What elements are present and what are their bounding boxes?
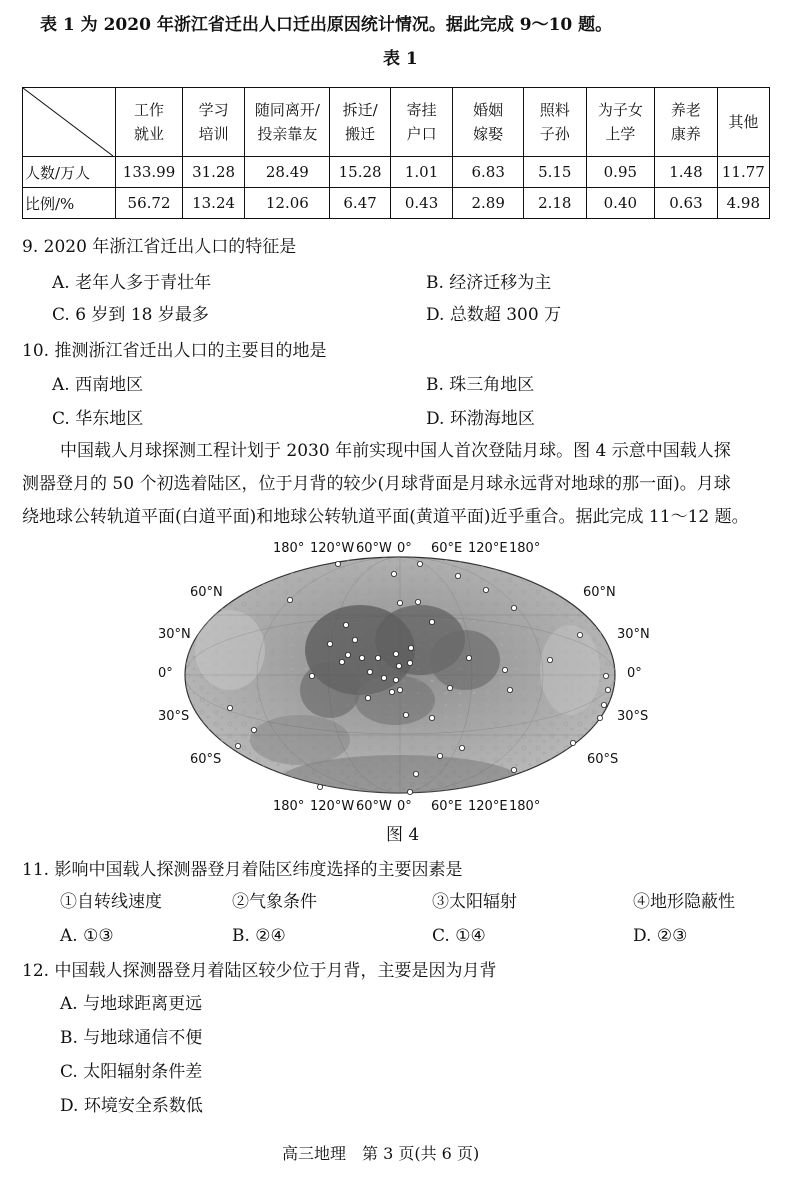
q11-option-d: D. ②③ [633,926,688,946]
q11-stem: 11. 影响中国载人探测器登月着陆区纬度选择的主要因素是 [22,860,463,880]
q12-option-d: D. 环境安全系数低 [60,1096,203,1116]
table-intro: 表 1 为 2020 年浙江省迁出人口迁出原因统计情况。据此完成 9～10 题。 [40,15,613,35]
q10-option-a: A. 西南地区 [52,375,144,395]
table-header-row [23,88,770,157]
q11-factor-2: ②气象条件 [232,892,317,912]
header-cell: 工作 就业 [116,88,183,157]
table-cell: 0.95 [586,157,655,188]
svg-text:120°W: 120°W [310,799,355,814]
q11-factor-3: ③太阳辐射 [432,892,517,912]
table-cell: 0.43 [390,188,453,219]
lat-label-right-0: 0° [627,666,642,681]
header-cell: 寄挂 户口 [390,88,453,157]
header-cell: 养老 康养 [655,88,718,157]
lat-label-right-60s: 60°S [587,752,619,767]
header-cell: 其他 [717,88,769,157]
table-cell: 4.98 [717,188,769,219]
row-label: 人数/万人 [23,157,116,188]
q12-stem: 12. 中国载人探测器登月着陆区较少位于月背，主要是因为月背 [22,961,497,981]
table-cell: 11.77 [717,157,769,188]
table-cell: 2.89 [453,188,524,219]
q10-stem: 10. 推测浙江省迁出人口的主要目的地是 [22,341,327,361]
q10-option-b: B. 珠三角地区 [426,375,535,395]
svg-text:180°: 180° [273,799,305,814]
header-cell: 为子女 上学 [586,88,655,157]
q9-option-d: D. 总数超 300 万 [426,305,562,325]
q11-factor-4: ④地形隐蔽性 [633,892,735,912]
passage-line-2: 测器登月的 50 个初选着陆区，位于月背的较少(月球背面是月球永远背对地球的那一面)。月球 [22,474,731,494]
table-row [23,188,770,219]
header-cell: 拆迁/ 搬迁 [330,88,390,157]
q12-option-b: B. 与地球通信不便 [60,1028,203,1048]
header-cell: 婚姻 嫁娶 [453,88,524,157]
table-cell: 0.40 [586,188,655,219]
passage-line-1: 中国载人月球探测工程计划于 2030 年前实现中国人首次登陆月球。图 4 示意中国载人探 [60,441,731,461]
q10-option-d: D. 环渤海地区 [426,409,535,429]
svg-text:180°: 180° [509,799,541,814]
svg-text:120°E: 120°E [468,799,508,814]
lat-label-right-60n: 60°N [583,585,616,600]
q11-factor-1: ①自转线速度 [60,892,162,912]
lat-label-left-30n: 30°N [158,627,191,642]
q9-option-a: A. 老年人多于青壮年 [52,273,212,293]
table-cell: 13.24 [182,188,245,219]
table-cell: 56.72 [116,188,183,219]
moon-surface [170,540,630,815]
lat-label-left-30s: 30°S [158,709,190,724]
q11-option-a: A. ①③ [60,926,114,946]
table-cell: 1.48 [655,157,718,188]
q11-option-c: C. ①④ [432,926,486,946]
header-cell: 学习 培训 [182,88,245,157]
table-cell: 1.01 [390,157,453,188]
lon-labels-top [273,541,540,556]
table-caption: 表 1 [383,49,418,69]
q9-option-b: B. 经济迁移为主 [426,273,552,293]
table-cell: 12.06 [245,188,330,219]
lat-label-left-0: 0° [158,666,173,681]
svg-text:60°E: 60°E [431,541,463,556]
q12-option-c: C. 太阳辐射条件差 [60,1062,203,1082]
svg-text:60°W: 60°W [356,799,392,814]
table-corner-cell [23,88,116,157]
q11-option-b: B. ②④ [232,926,286,946]
svg-text:180°: 180° [273,541,305,556]
lon-labels-bottom [273,799,540,814]
table-cell: 5.15 [524,157,587,188]
q10-option-c: C. 华东地区 [52,409,144,429]
svg-text:180°: 180° [509,541,541,556]
table-cell: 133.99 [116,157,183,188]
page-footer: 高三地理 第 3 页(共 6 页) [282,1144,480,1163]
migration-table [22,87,770,219]
svg-text:0°: 0° [397,541,412,556]
lat-label-right-30s: 30°S [617,709,649,724]
svg-text:60°W: 60°W [356,541,392,556]
svg-text:120°E: 120°E [468,541,508,556]
header-cell: 照料 子孙 [524,88,587,157]
table-cell: 31.28 [182,157,245,188]
diagonal-line [23,88,113,156]
moon-landing-map [170,540,630,815]
table-cell: 6.47 [330,188,390,219]
svg-text:60°E: 60°E [431,799,463,814]
table-cell: 2.18 [524,188,587,219]
table-cell: 15.28 [330,157,390,188]
table-row [23,157,770,188]
table-cell: 6.83 [453,157,524,188]
svg-text:0°: 0° [397,799,412,814]
q9-stem: 9. 2020 年浙江省迁出人口的特征是 [22,237,297,257]
figure-caption: 图 4 [386,825,420,845]
table-cell: 0.63 [655,188,718,219]
header-cell: 随同离开/ 投亲靠友 [245,88,330,157]
passage-line-3: 绕地球公转轨道平面(白道平面)和地球公转轨道平面(黄道平面)近乎重合。据此完成 11～12 题。 [22,507,749,527]
table-cell: 28.49 [245,157,330,188]
lat-label-left-60s: 60°S [190,752,222,767]
svg-text:120°W: 120°W [310,541,355,556]
row-label: 比例/% [23,188,116,219]
lat-label-right-30n: 30°N [617,627,650,642]
q9-option-c: C. 6 岁到 18 岁最多 [52,305,209,325]
q12-option-a: A. 与地球距离更远 [60,994,203,1014]
lat-label-left-60n: 60°N [190,585,223,600]
